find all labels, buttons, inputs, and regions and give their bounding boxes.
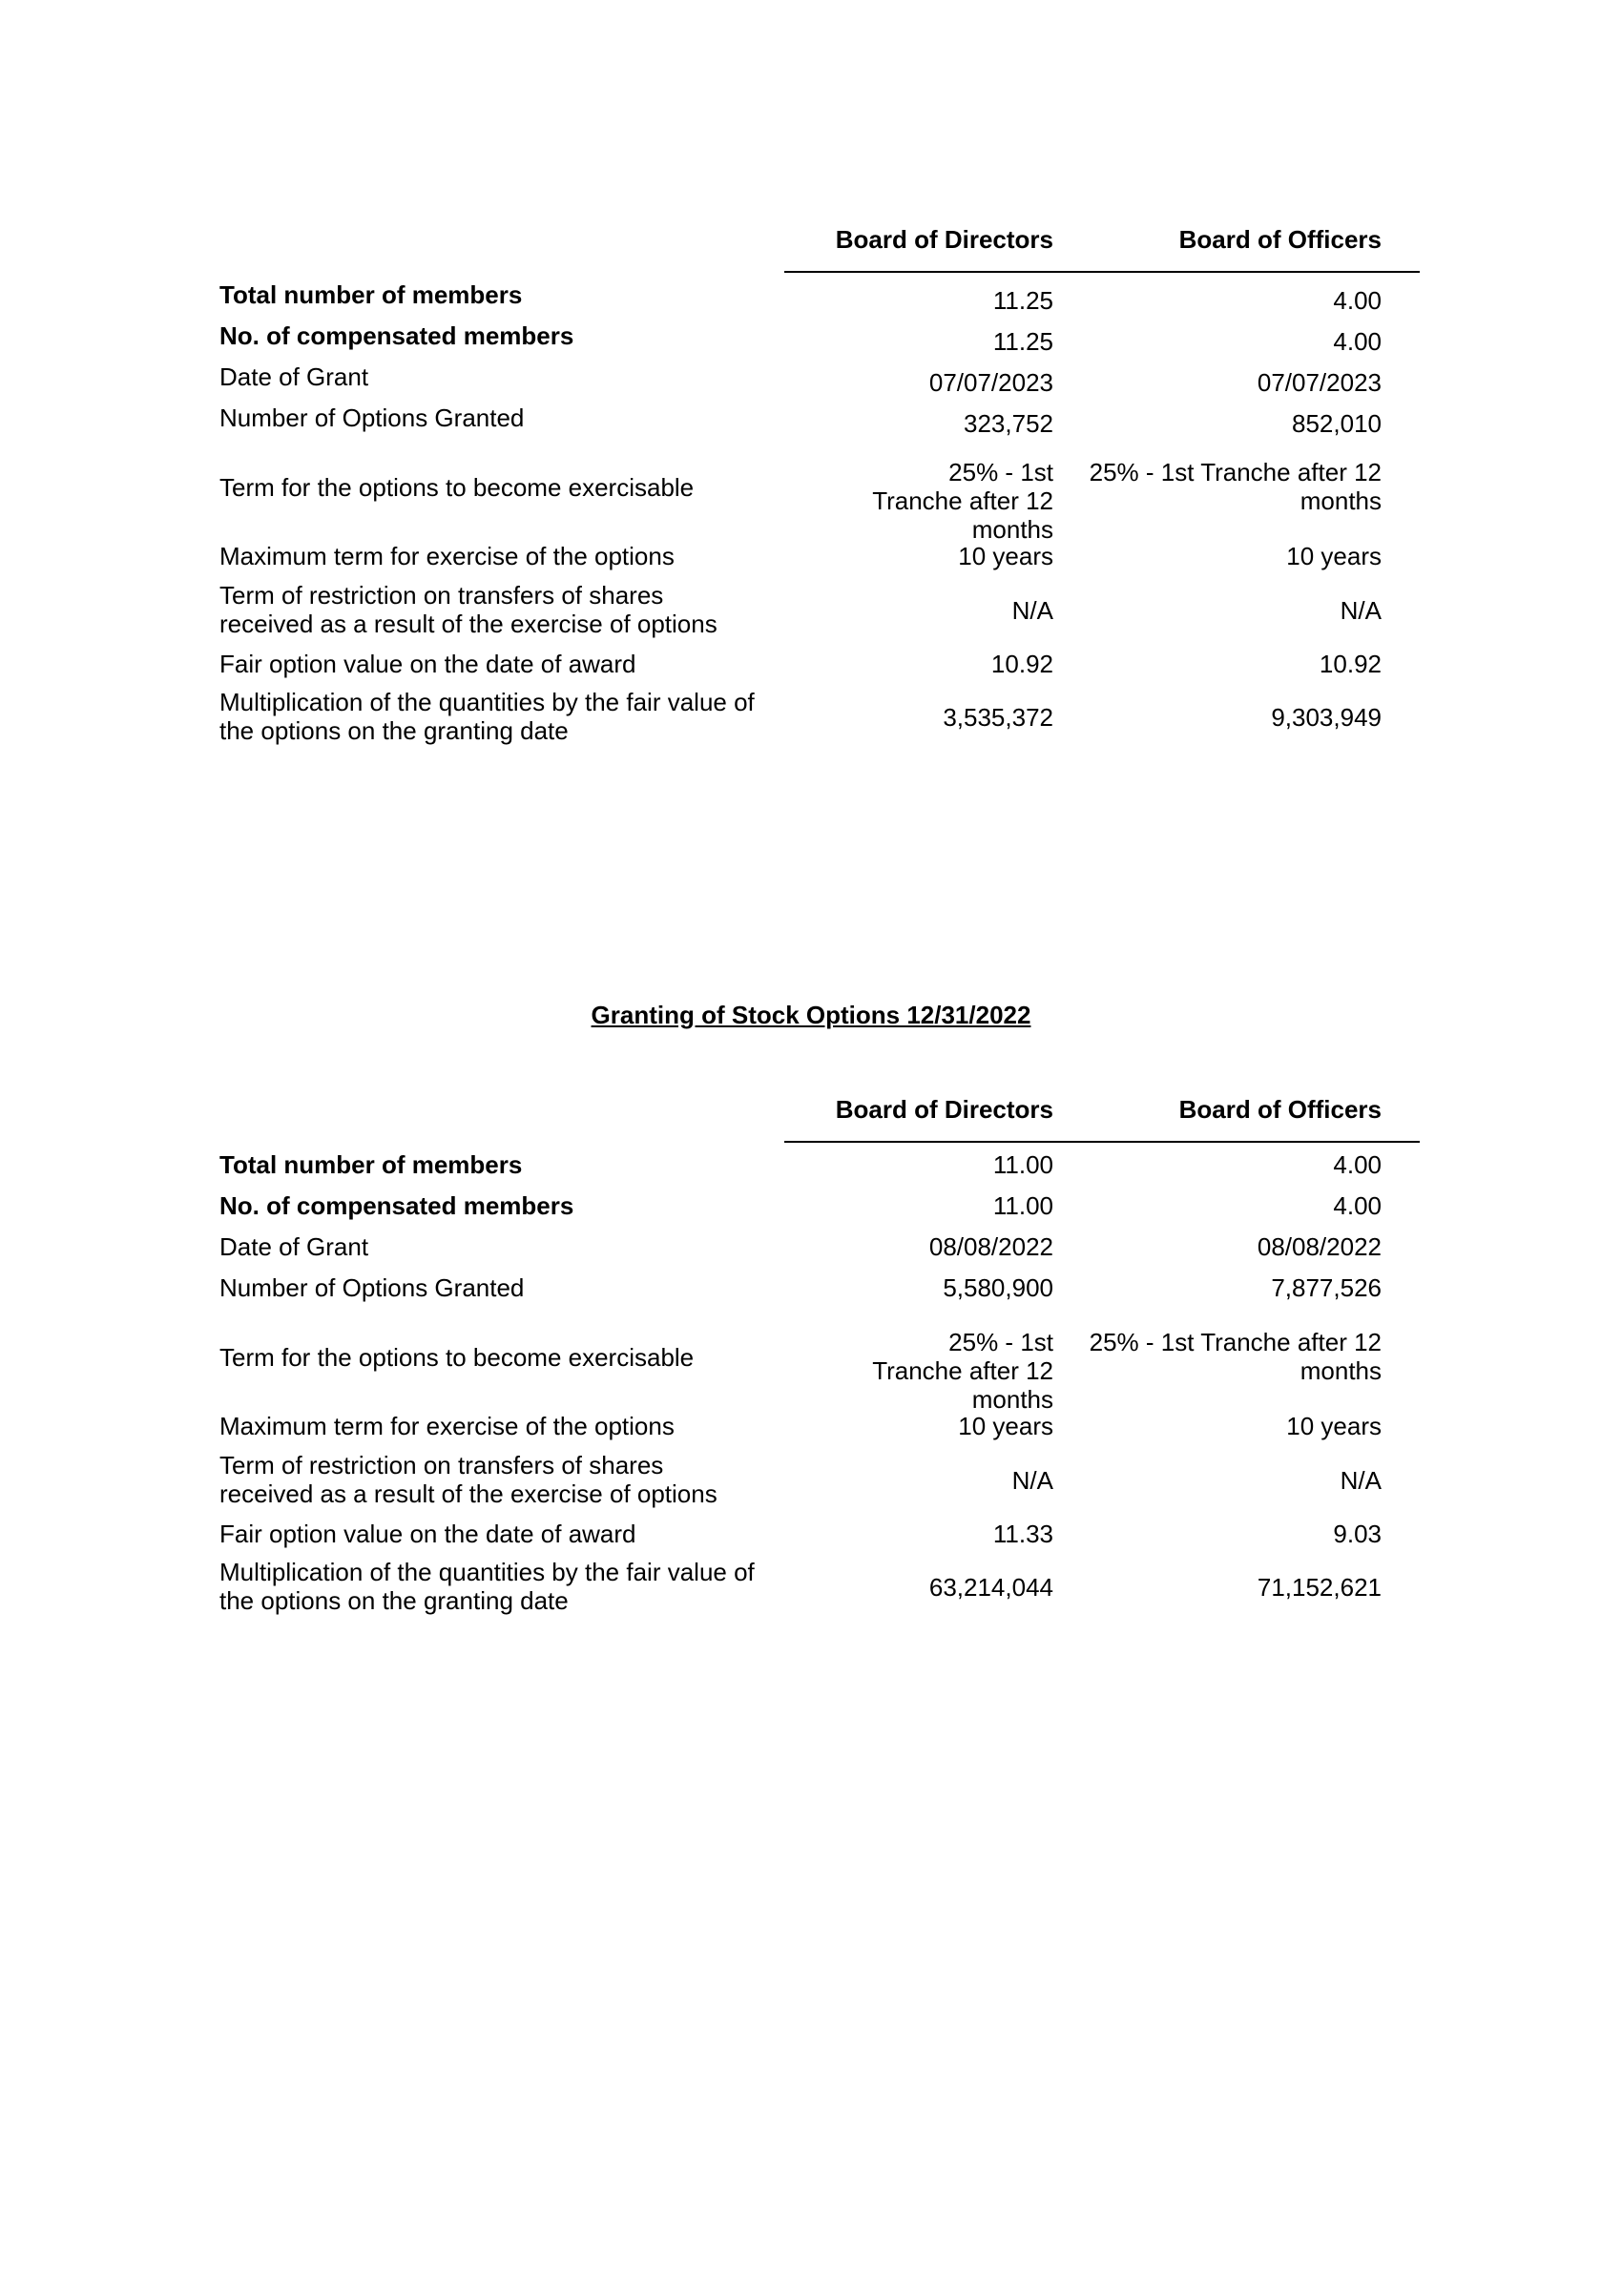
cell-officers: N/A (1340, 596, 1382, 625)
cell-directors: 25% - 1st Tranche after 12 months (872, 458, 1053, 544)
cell-directors: 11.25 (992, 327, 1053, 356)
row-label: Number of Options Granted (219, 403, 525, 432)
cell-directors: N/A (1011, 596, 1053, 625)
row-label: Fair option value on the date of award (219, 650, 636, 678)
cell-officers: 25% - 1st Tranche after 12 months (1089, 1328, 1382, 1385)
row-label: Number of Options Granted (219, 1273, 525, 1302)
col-header-board-of-officers: Board of Officers (1178, 225, 1382, 254)
cell-officers: 25% - 1st Tranche after 12 months (1089, 458, 1382, 515)
row-label: No. of compensated members (219, 1191, 574, 1220)
row-label: Maximum term for exercise of the options (219, 1412, 675, 1440)
cell-officers: 10 years (1286, 1412, 1382, 1440)
row-label: Multiplication of the quantities by the fair value of the options on the granting date (219, 688, 755, 745)
col-header-board-of-directors: Board of Directors (835, 225, 1053, 254)
cell-officers: 71,152,621 (1257, 1573, 1382, 1602)
row-label: Fair option value on the date of award (219, 1520, 636, 1548)
cell-directors: 10.92 (990, 650, 1053, 678)
row-label: Total number of members (219, 280, 523, 309)
cell-officers: 4.00 (1333, 1191, 1382, 1220)
section-title: Granting of Stock Options 12/31/2022 (591, 1001, 1031, 1029)
row-label: Multiplication of the quantities by the fair value of the options on the granting date (219, 1558, 755, 1615)
cell-directors: 3,535,372 (943, 703, 1053, 732)
header-rule (784, 271, 1420, 273)
cell-directors: 07/07/2023 (928, 368, 1053, 397)
cell-officers: 08/08/2022 (1257, 1232, 1382, 1261)
row-label: No. of compensated members (219, 321, 574, 350)
row-label: Date of Grant (219, 362, 369, 391)
header-rule (784, 1141, 1420, 1143)
cell-officers: 07/07/2023 (1257, 368, 1382, 397)
cell-directors: 11.33 (992, 1520, 1053, 1548)
cell-officers: 4.00 (1333, 327, 1382, 356)
row-label: Date of Grant (219, 1232, 369, 1261)
cell-directors: 10 years (958, 1412, 1053, 1440)
cell-officers: 4.00 (1333, 286, 1382, 315)
cell-officers: 4.00 (1333, 1150, 1382, 1179)
cell-directors: 63,214,044 (928, 1573, 1053, 1602)
cell-officers: N/A (1340, 1466, 1382, 1495)
cell-officers: 9.03 (1333, 1520, 1382, 1548)
cell-officers: 7,877,526 (1271, 1273, 1382, 1302)
cell-directors: 08/08/2022 (928, 1232, 1053, 1261)
row-label: Total number of members (219, 1150, 523, 1179)
cell-directors: 10 years (958, 542, 1053, 570)
cell-directors: 25% - 1st Tranche after 12 months (872, 1328, 1053, 1414)
cell-directors: N/A (1011, 1466, 1053, 1495)
row-label: Term of restriction on transfers of shares received as a result of the exercise of options (219, 581, 717, 638)
cell-directors: 11.25 (992, 286, 1053, 315)
cell-directors: 11.00 (992, 1191, 1053, 1220)
cell-officers: 10.92 (1319, 650, 1382, 678)
row-label: Maximum term for exercise of the options (219, 542, 675, 570)
col-header-board-of-directors: Board of Directors (835, 1095, 1053, 1124)
cell-directors: 5,580,900 (943, 1273, 1053, 1302)
cell-officers: 10 years (1286, 542, 1382, 570)
cell-directors: 11.00 (992, 1150, 1053, 1179)
row-label: Term of restriction on transfers of shares received as a result of the exercise of options (219, 1451, 717, 1508)
cell-officers: 852,010 (1292, 409, 1382, 438)
col-header-board-of-officers: Board of Officers (1178, 1095, 1382, 1124)
row-label: Term for the options to become exercisable (219, 473, 695, 502)
cell-officers: 9,303,949 (1271, 703, 1382, 732)
cell-directors: 323,752 (964, 409, 1053, 438)
row-label: Term for the options to become exercisable (219, 1343, 695, 1372)
